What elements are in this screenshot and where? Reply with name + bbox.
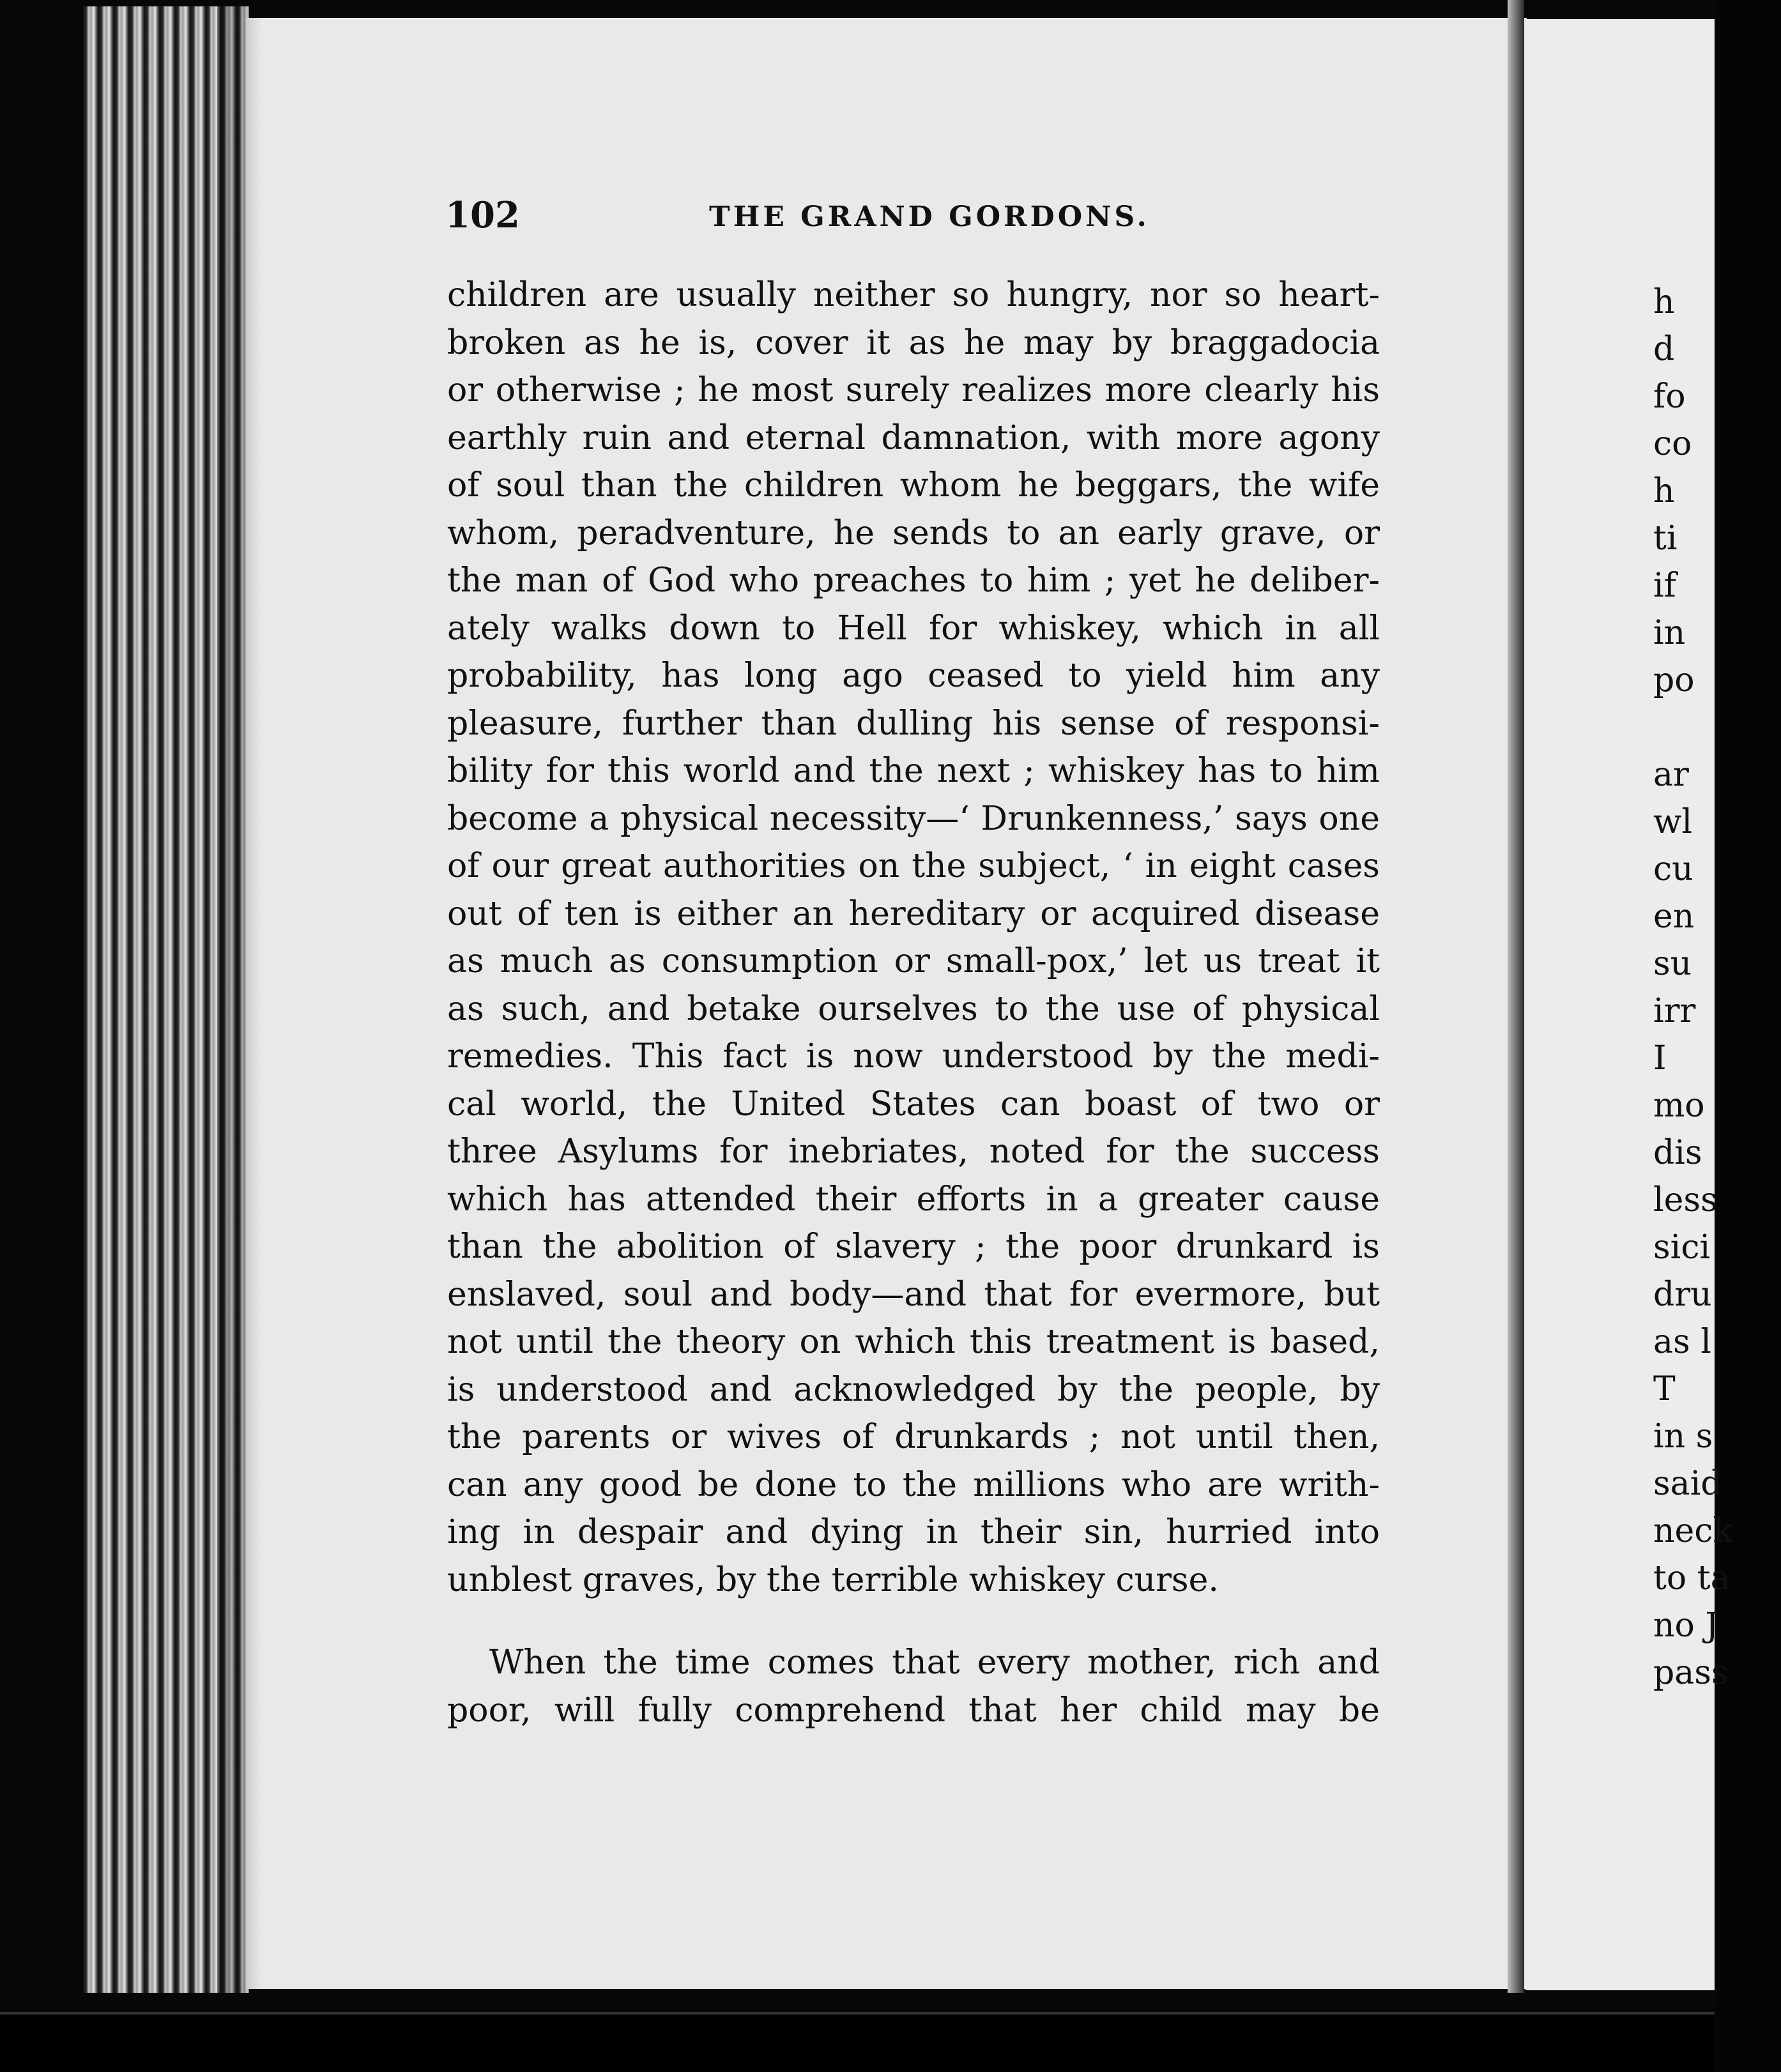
facing-fragment: neck (1653, 1512, 1733, 1550)
page-edge-shadow (217, 6, 262, 1993)
facing-fragment: h (1653, 472, 1675, 510)
body-text (447, 271, 1380, 1734)
paragraph-spacer (447, 1604, 1380, 1639)
facing-fragment: in s (1653, 1417, 1713, 1456)
text-line: as much as consumption or small-pox,’ let us treat it (447, 942, 1380, 980)
facing-fragment: en (1653, 897, 1695, 936)
facing-fragment: dis (1653, 1134, 1702, 1172)
text-line: pleasure, further than dulling his sense of responsi- (447, 704, 1380, 743)
text-line: of soul than the children whom he beggars, the wife (447, 466, 1380, 505)
facing-fragment: cu (1653, 850, 1693, 888)
facing-fragment: as l (1653, 1323, 1711, 1361)
facing-fragment: T (1653, 1370, 1676, 1408)
book-gutter (1508, 0, 1524, 1993)
facing-fragment: dru (1653, 1276, 1712, 1314)
text-line: the parents or wives of drunkards ; not until then, (447, 1418, 1380, 1456)
text-line: earthly ruin and eternal damnation, with more agony (447, 418, 1380, 457)
facing-fragment: no J (1653, 1606, 1719, 1645)
facing-fragment: if (1653, 567, 1676, 605)
text-line: broken as he is, cover it as he may by braggadocia (447, 323, 1380, 362)
paragraph (447, 271, 1380, 1604)
paragraph (447, 1639, 1380, 1734)
facing-fragment: pass (1653, 1654, 1729, 1692)
facing-fragment: h (1653, 283, 1675, 321)
running-title: THE GRAND GORDONS. (709, 201, 1150, 233)
facing-fragment: su (1653, 945, 1692, 983)
text-line: the man of God who preaches to him ; yet he deliber- (447, 561, 1380, 600)
facing-fragment: irr (1653, 992, 1696, 1030)
text-line: remedies. This fact is now understood by the medi- (447, 1037, 1380, 1076)
scan-bottom-border (0, 2012, 1715, 2072)
facing-fragment: I (1653, 1039, 1667, 1078)
facing-fragment: ti (1653, 519, 1678, 558)
facing-fragment: wl (1653, 803, 1693, 841)
text-line: can any good be done to the millions who are writh- (447, 1465, 1380, 1504)
text-line: not until the theory on which this treatment is based, (447, 1323, 1380, 1361)
text-line: ing in despair and dying in their sin, hurried into (447, 1513, 1380, 1551)
text-line: When the time comes that every mother, rich and (489, 1643, 1380, 1682)
facing-fragment (1653, 704, 1781, 751)
text-line: poor, will fully comprehend that her child may be (447, 1691, 1380, 1730)
text-line: probability, has long ago ceased to yield him any (447, 657, 1380, 695)
text-line: become a physical necessity—‘ Drunkenness,’ says one (447, 799, 1380, 838)
facing-fragment: co (1653, 425, 1692, 463)
text-line: than the abolition of slavery ; the poor drunkard is (447, 1228, 1380, 1266)
facing-fragment: fo (1653, 377, 1686, 416)
text-line: cal world, the United States can boast of two or (447, 1085, 1380, 1124)
text-line: enslaved, soul and body—and that for evermore, but (447, 1275, 1380, 1314)
facing-fragment: d (1653, 330, 1675, 369)
text-line: which has attended their efforts in a greater cause (447, 1180, 1380, 1219)
facing-fragment: sici (1653, 1228, 1711, 1267)
facing-fragment: po (1653, 661, 1695, 699)
facing-fragment: ar (1653, 756, 1689, 794)
facing-fragment: less (1653, 1181, 1718, 1219)
facing-fragment: said (1653, 1465, 1722, 1503)
text-line: of our great authorities on the subject, ‘ in eight cases (447, 847, 1380, 885)
text-line: three Asylums for inebriates, noted for the success (447, 1132, 1380, 1171)
text-line: unblest graves, by the terrible whiskey curse. (447, 1560, 1219, 1599)
text-line: children are usually neither so hungry, nor so heart- (447, 276, 1380, 314)
text-line: is understood and acknowledged by the people, by (447, 1370, 1380, 1409)
text-line: bility for this world and the next ; whiskey has to him (447, 752, 1380, 790)
text-line: ately walks down to Hell for whiskey, which in all (447, 609, 1380, 648)
text-line: out of ten is either an hereditary or acquired disease (447, 894, 1380, 933)
facing-fragment: to ta (1653, 1559, 1731, 1597)
text-line: or otherwise ; he most surely realizes more clearly his (447, 371, 1380, 409)
facing-fragment: in (1653, 614, 1686, 652)
facing-fragment: mo (1653, 1086, 1705, 1125)
page-number: 102 (445, 194, 520, 236)
facing-page-text (1653, 278, 1781, 1696)
text-line: as such, and betake ourselves to the use of physical (447, 989, 1380, 1028)
text-line: whom, peradventure, he sends to an early grave, or (447, 514, 1380, 552)
